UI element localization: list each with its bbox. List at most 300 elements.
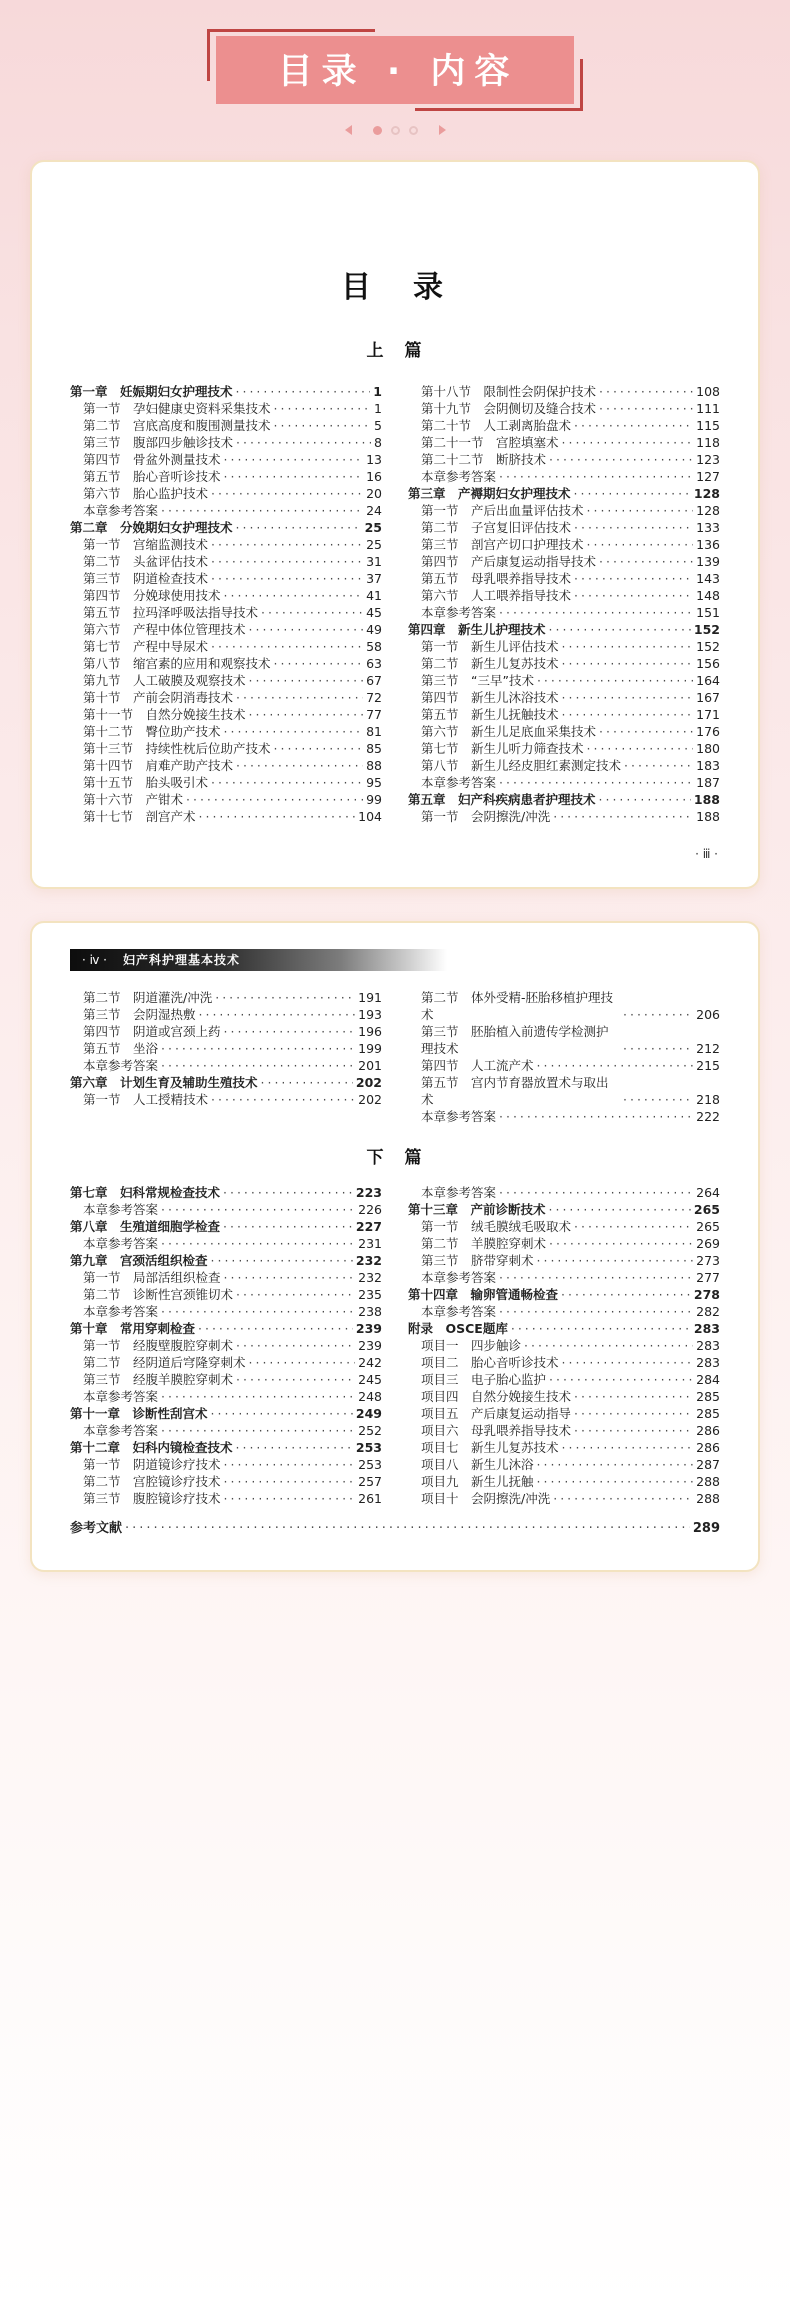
toc-entry-label: 第六节 胎心监护技术: [83, 486, 209, 501]
leader-dots: [249, 621, 364, 638]
toc-section-entry: [408, 383, 720, 400]
toc-entry-label: 第十七节 剖宫产术: [83, 809, 196, 824]
toc-answers-entry: [408, 468, 720, 485]
leader-dots: [211, 536, 363, 553]
toc-entry-label: 第十六节 产钳术: [83, 792, 184, 807]
toc-entry-label: 第四节 骨盆外测量技术: [83, 452, 221, 467]
toc-page-2: [30, 921, 760, 1572]
toc-entry-page: 218: [696, 1092, 720, 1107]
banner-container: [0, 0, 790, 104]
carousel-dot-active[interactable]: [373, 126, 382, 135]
toc-entry-label: 第六节 新生儿足底血采集技术: [421, 724, 597, 739]
toc-entry-label: 第三节 剖宫产切口护理技术: [421, 537, 584, 552]
toc-entry-page: 238: [358, 1304, 382, 1319]
toc-entry-label: 第二节 子宫复旧评估技术: [421, 520, 572, 535]
banner: [216, 36, 575, 104]
toc-column-right: [408, 989, 720, 1125]
leader-dots: [211, 1252, 353, 1269]
leader-dots: [537, 1456, 694, 1473]
toc-section-entry: [70, 723, 382, 740]
toc-entry-page: 235: [358, 1287, 382, 1302]
toc-column-right: [408, 383, 720, 825]
leader-dots: [574, 1405, 693, 1422]
toc-entry-label: 第一节 局部活组织检查: [83, 1270, 221, 1285]
toc-chapter-entry: [70, 1184, 382, 1201]
toc-section-entry: [70, 740, 382, 757]
toc-entry-page: 261: [358, 1491, 382, 1506]
toc-section-entry: [408, 989, 720, 1023]
toc-entry-page: 239: [358, 1338, 382, 1353]
toc-section-entry: [408, 451, 720, 468]
carousel-dot[interactable]: [391, 126, 400, 135]
toc-section-entry: [408, 723, 720, 740]
leader-dots: [161, 502, 363, 519]
toc-column-left: [70, 989, 382, 1125]
toc-entry-label: 第四节 人工流产术: [421, 1058, 534, 1073]
leader-dots: [499, 1303, 693, 1320]
toc-section-entry: [408, 740, 720, 757]
toc-entry-page: 257: [358, 1474, 382, 1489]
toc-answers-entry: [408, 774, 720, 791]
toc-columns: [70, 1184, 720, 1507]
toc-section-entry: [408, 689, 720, 706]
leader-dots: [549, 1201, 691, 1218]
toc-section-entry: [70, 468, 382, 485]
toc-entry-label: 项目七 新生儿复苏技术: [421, 1440, 559, 1455]
toc-entry-page: 232: [355, 1253, 382, 1268]
toc-entry-label: 项目三 电子胎心监护: [421, 1372, 547, 1387]
toc-entry-label: 第三节 经腹羊膜腔穿刺术: [83, 1372, 234, 1387]
toc-entry-page: 231: [358, 1236, 382, 1251]
toc-section-entry: [408, 400, 720, 417]
toc-entry-label: 第五节 拉玛泽呼吸法指导技术: [83, 605, 259, 620]
toc-entry-label: 第二节 宫腔镜诊疗技术: [83, 1474, 221, 1489]
toc-entry-label: 本章参考答案: [83, 1304, 159, 1319]
toc-entry-page: 253: [358, 1457, 382, 1472]
toc-entry-page: 152: [696, 639, 720, 654]
toc-section-entry: [408, 536, 720, 553]
toc-entry-label: 项目四 自然分娩接生技术: [421, 1389, 572, 1404]
toc-section-entry: [408, 1252, 720, 1269]
toc-section-entry: [408, 1371, 720, 1388]
toc-section-entry: [70, 1040, 382, 1057]
toc-entry-label: 第一节 绒毛膜绒毛吸取术: [421, 1219, 572, 1234]
toc-entry-label: 第十一章 诊断性刮宫术: [70, 1406, 208, 1421]
toc-section-entry: [408, 706, 720, 723]
toc-entry-page: 199: [358, 1041, 382, 1056]
toc-entry-label: 第四节 产后康复运动指导技术: [421, 554, 597, 569]
toc-section-entry: [70, 570, 382, 587]
toc-section-entry: [70, 536, 382, 553]
toc-entry-page: 41: [366, 588, 382, 603]
toc-section-entry: [70, 808, 382, 825]
leader-dots: [549, 451, 693, 468]
toc-entry-page: 85: [366, 741, 382, 756]
toc-section-entry: [70, 485, 382, 502]
toc-columns: [70, 989, 720, 1125]
toc-entry-page: 283: [696, 1355, 720, 1370]
toc-entry-label: 第三节 腹腔镜诊疗技术: [83, 1491, 221, 1506]
toc-entry-page: 188: [693, 792, 720, 807]
toc-section-entry: [408, 655, 720, 672]
toc-entry-page: 88: [366, 758, 382, 773]
toc-answers-entry: [70, 1422, 382, 1439]
leader-dots: [199, 808, 356, 825]
toc-entry-label: 第二十节 人工剥离胎盘术: [421, 418, 572, 433]
toc-chapter-entry: [70, 1320, 382, 1337]
toc-column-left: [70, 383, 382, 825]
toc-entry-label: 第十二节 臀位助产技术: [83, 724, 221, 739]
toc-entry-page: 148: [696, 588, 720, 603]
toc-entry-page: 202: [355, 1075, 382, 1090]
toc-entry-page: 108: [696, 384, 720, 399]
toc-entry-label: 第二章 分娩期妇女护理技术: [70, 520, 233, 535]
toc-entry-page: 278: [693, 1287, 720, 1302]
toc-entry-label: 第二节 新生儿复苏技术: [421, 656, 559, 671]
toc-section-entry: [408, 502, 720, 519]
toc-chapter-entry: [408, 621, 720, 638]
toc-section-entry: [408, 1218, 720, 1235]
leader-dots: [223, 1184, 353, 1201]
toc-entry-page: 191: [358, 990, 382, 1005]
leader-dots: [562, 706, 694, 723]
toc-section-entry: [70, 1354, 382, 1371]
toc-entry-page: 139: [696, 554, 720, 569]
toc-section-entry: [70, 400, 382, 417]
leader-dots: [161, 1388, 355, 1405]
leader-dots: [211, 774, 363, 791]
toc-section-entry: [408, 1490, 720, 1507]
toc-entry-label: 本章参考答案: [83, 1389, 159, 1404]
toc-entry-page: 24: [366, 503, 382, 518]
leader-dots: [599, 553, 693, 570]
leader-dots: [211, 485, 363, 502]
leader-dots: [587, 740, 694, 757]
toc-entry-page: 193: [358, 1007, 382, 1022]
leader-dots: [211, 638, 363, 655]
toc-entry-page: 202: [358, 1092, 382, 1107]
leader-dots: [223, 1218, 353, 1235]
toc-entry-label: 第十三章 产前诊断技术: [408, 1202, 546, 1217]
toc-section-entry: [70, 1371, 382, 1388]
toc-entry-page: 167: [696, 690, 720, 705]
part-title-lower: 下 篇: [366, 1148, 424, 1168]
toc-entry-page: 206: [696, 1007, 720, 1022]
toc-entry-page: 1: [374, 401, 382, 416]
toc-entry-page: 31: [366, 554, 382, 569]
toc-section-entry: [70, 1286, 382, 1303]
leader-dots: [562, 689, 694, 706]
leader-dots: [624, 757, 693, 774]
toc-entry-label: 第二节 诊断性宫颈锥切术: [83, 1287, 234, 1302]
toc-section-entry: [408, 1473, 720, 1490]
toc-entry-page: 104: [358, 809, 382, 824]
toc-answers-entry: [70, 1201, 382, 1218]
leader-dots: [211, 1091, 355, 1108]
leader-dots: [236, 689, 363, 706]
toc-entry-label: 第七节 新生儿听力筛查技术: [421, 741, 584, 756]
leader-dots: [125, 1519, 690, 1538]
toc-chapter-entry: [70, 1519, 720, 1538]
toc-entry-label: 第三节 会阴湿热敷: [83, 1007, 196, 1022]
leader-dots: [261, 1074, 353, 1091]
toc-entry-page: 63: [366, 656, 382, 671]
toc-entry-page: 136: [696, 537, 720, 552]
toc-section-entry: [70, 689, 382, 706]
leader-dots: [549, 1235, 693, 1252]
toc-entry-label: 第五节 新生儿抚触技术: [421, 707, 559, 722]
leader-dots: [574, 1218, 693, 1235]
toc-entry-page: 239: [355, 1321, 382, 1336]
toc-entry-page: 245: [358, 1372, 382, 1387]
toc-answers-entry: [70, 1057, 382, 1074]
toc-section-entry: [70, 706, 382, 723]
toc-column-right: [408, 1184, 720, 1507]
leader-dots: [224, 1269, 356, 1286]
toc-entry-label: 第十八节 限制性会阴保护技术: [421, 384, 597, 399]
toc-entry-page: 232: [358, 1270, 382, 1285]
leader-dots: [574, 519, 693, 536]
toc-entry-page: 286: [696, 1423, 720, 1438]
leader-dots: [211, 1405, 353, 1422]
toc-section-entry: [70, 1023, 382, 1040]
toc-chapter-entry: [408, 485, 720, 502]
toc-entry-label: 第十一节 自然分娩接生技术: [83, 707, 246, 722]
leader-dots: [499, 468, 693, 485]
toc-chapter-entry: [408, 1286, 720, 1303]
toc-section-entry: [408, 519, 720, 536]
leader-dots: [236, 383, 371, 400]
toc-entry-label: 第十二章 妇科内镜检查技术: [70, 1440, 233, 1455]
toc-entry-label: 第五节 母乳喂养指导技术: [421, 571, 572, 586]
leader-dots: [211, 570, 363, 587]
leader-dots: [574, 417, 693, 434]
toc-entry-page: 252: [358, 1423, 382, 1438]
toc-entry-page: 118: [696, 435, 720, 450]
toc-entry-label: 第二节 头盆评估技术: [83, 554, 209, 569]
toc-section-entry: [408, 434, 720, 451]
toc-columns: [70, 383, 720, 825]
toc-answers-entry: [408, 1184, 720, 1201]
leader-dots: [537, 1473, 694, 1490]
toc-entry-label: 第二节 体外受精-胚胎移植护理技术: [421, 990, 614, 1022]
toc-section-entry: [70, 1006, 382, 1023]
toc-chapter-entry: [70, 383, 382, 400]
toc-entry-label: 第三节 胚胎植入前遗传学检测护理技术: [421, 1024, 609, 1056]
carousel-prev-icon[interactable]: [345, 125, 352, 135]
leader-dots: [537, 672, 693, 689]
toc-entry-page: 25: [366, 537, 382, 552]
toc-section-entry: [70, 1337, 382, 1354]
toc-section-entry: [70, 638, 382, 655]
leader-dots: [249, 672, 364, 689]
toc-section-entry: [70, 774, 382, 791]
toc-answers-entry: [408, 1269, 720, 1286]
toc-entry-page: 128: [696, 503, 720, 518]
toc-answers-entry: [70, 1388, 382, 1405]
page-number: · ⅲ ·: [695, 847, 718, 861]
leader-dots: [186, 791, 363, 808]
leader-dots: [599, 723, 693, 740]
toc-entry-page: 215: [696, 1058, 720, 1073]
leader-dots: [236, 434, 371, 451]
toc-entry-label: 第八章 生殖道细胞学检查: [70, 1219, 221, 1234]
toc-entry-label: 第十五节 胎头吸引术: [83, 775, 209, 790]
leader-dots: [574, 570, 693, 587]
toc-entry-page: 269: [696, 1236, 720, 1251]
leader-dots: [562, 638, 694, 655]
toc-entry-page: 128: [693, 486, 720, 501]
toc-answers-entry: [408, 1108, 720, 1125]
toc-chapter-entry: [408, 1201, 720, 1218]
toc-entry-label: 参考文献: [70, 1521, 123, 1536]
leader-dots: [562, 1354, 694, 1371]
toc-section-entry: [70, 989, 382, 1006]
toc-entry-label: 第三节 脐带穿刺术: [421, 1253, 534, 1268]
toc-entry-label: 第三节 腹部四步触诊技术: [83, 435, 234, 450]
toc-entry-label: 第三节 阴道检查技术: [83, 571, 209, 586]
toc-entry-label: 第二节 经阴道后穹隆穿刺术: [83, 1355, 246, 1370]
toc-entry-label: 第八节 新生儿经皮胆红素测定技术: [421, 758, 622, 773]
leader-dots: [161, 1201, 355, 1218]
leader-dots: [236, 1439, 353, 1456]
toc-entry-page: 171: [696, 707, 720, 722]
toc-entry-page: 180: [696, 741, 720, 756]
leader-dots: [537, 1057, 694, 1074]
toc-entry-label: 项目二 胎心音听诊技术: [421, 1355, 559, 1370]
toc-entry-page: 8: [374, 435, 382, 450]
leader-dots: [562, 655, 694, 672]
toc-entry-page: 285: [696, 1406, 720, 1421]
toc-section-entry: [408, 417, 720, 434]
toc-section-entry: [408, 1235, 720, 1252]
toc-entry-label: 第五节 宫内节育器放置术与取出术: [421, 1075, 609, 1107]
toc-entry-label: 第十三节 持续性枕后位助产技术: [83, 741, 271, 756]
running-header-page: · ⅳ ·: [82, 953, 107, 967]
toc-entry-page: 13: [366, 452, 382, 467]
toc-entry-page: 284: [696, 1372, 720, 1387]
toc-title: 目 录: [341, 270, 449, 305]
toc-answers-entry: [408, 1303, 720, 1320]
toc-section-entry: [70, 1490, 382, 1507]
toc-section-entry: [408, 1057, 720, 1074]
toc-entry-page: 286: [696, 1440, 720, 1455]
toc-entry-page: 176: [696, 724, 720, 739]
toc-entry-label: 第一节 新生儿评估技术: [421, 639, 559, 654]
toc-section-entry: [70, 791, 382, 808]
carousel-next-icon[interactable]: [439, 125, 446, 135]
toc-entry-page: 212: [696, 1041, 720, 1056]
toc-section-entry: [408, 1456, 720, 1473]
leader-dots: [574, 1422, 693, 1439]
toc-entry-page: 5: [374, 418, 382, 433]
toc-entry-page: 111: [696, 401, 720, 416]
toc-entry-page: 283: [696, 1338, 720, 1353]
toc-section-entry: [70, 672, 382, 689]
toc-entry-label: 第五章 妇产科疾病患者护理技术: [408, 792, 596, 807]
toc-section-entry: [70, 757, 382, 774]
toc-section-entry: [70, 1473, 382, 1490]
toc-answers-entry: [70, 1235, 382, 1252]
leader-dots: [224, 468, 364, 485]
leader-dots: [499, 604, 693, 621]
toc-entry-label: 本章参考答案: [83, 1423, 159, 1438]
toc-entry-label: 第四节 阴道或宫颈上药: [83, 1024, 221, 1039]
toc-entry-label: 第十四章 输卵管通畅检查: [408, 1287, 559, 1302]
leader-dots: [224, 451, 364, 468]
toc-entry-label: 第一节 阴道镜诊疗技术: [83, 1457, 221, 1472]
toc-entry-label: 附录 OSCE题库: [408, 1321, 508, 1336]
running-header-title: 妇产科护理基本技术: [123, 953, 241, 967]
toc-section-entry: [70, 1269, 382, 1286]
toc-chapter-entry: [70, 519, 382, 536]
toc-entry-page: 273: [696, 1253, 720, 1268]
leader-dots: [211, 553, 363, 570]
toc-section-entry: [70, 417, 382, 434]
toc-entry-page: 127: [696, 469, 720, 484]
toc-entry-page: 20: [366, 486, 382, 501]
toc-entry-page: 81: [366, 724, 382, 739]
toc-entry-label: 第一节 产后出血量评估技术: [421, 503, 584, 518]
toc-entry-label: 项目六 母乳喂养指导技术: [421, 1423, 572, 1438]
toc-section-entry: [408, 808, 720, 825]
leader-dots: [574, 485, 691, 502]
toc-chapter-entry: [70, 1218, 382, 1235]
toc-entry-page: 45: [366, 605, 382, 620]
toc-entry-label: 第三章 产褥期妇女护理技术: [408, 486, 571, 501]
leader-dots: [236, 1337, 355, 1354]
toc-entry-label: 第二十二节 断脐技术: [421, 452, 547, 467]
toc-entry-label: 第四章 新生儿护理技术: [408, 622, 546, 637]
toc-entry-label: 第二节 阴道灌洗/冲洗: [83, 990, 213, 1005]
leader-dots: [224, 1473, 356, 1490]
leader-dots: [224, 723, 364, 740]
toc-section-entry: [70, 434, 382, 451]
toc-entry-label: 第四节 新生儿沐浴技术: [421, 690, 559, 705]
toc-entry-page: 277: [696, 1270, 720, 1285]
toc-section-entry: [70, 1456, 382, 1473]
toc-entry-page: 289: [692, 1521, 720, 1536]
toc-column-left: [70, 1184, 382, 1507]
toc-entry-label: 本章参考答案: [83, 503, 159, 518]
carousel-dot[interactable]: [409, 126, 418, 135]
leader-dots: [511, 1320, 691, 1337]
toc-entry-label: 第二节 羊膜腔穿刺术: [421, 1236, 547, 1251]
leader-dots: [623, 1040, 693, 1057]
toc-chapter-entry: [70, 1405, 382, 1422]
toc-entry-label: 本章参考答案: [83, 1202, 159, 1217]
leader-dots: [215, 989, 355, 1006]
toc-section-entry: [70, 553, 382, 570]
toc-entry-label: 第十节 产前会阴消毒技术: [83, 690, 234, 705]
toc-section-entry: [408, 757, 720, 774]
toc-entry-page: 115: [696, 418, 720, 433]
toc-entry-label: 第九章 宫颈活组织检查: [70, 1253, 208, 1268]
toc-section-entry: [408, 1422, 720, 1439]
toc-entry-page: 222: [696, 1109, 720, 1124]
leader-dots: [224, 1490, 356, 1507]
toc-entry-label: 第二十一节 宫腔填塞术: [421, 435, 559, 450]
leader-dots: [249, 1354, 356, 1371]
toc-entry-page: 164: [696, 673, 720, 688]
toc-entry-label: 第二节 宫底高度和腹围测量技术: [83, 418, 271, 433]
toc-entry-page: 123: [696, 452, 720, 467]
toc-entry-label: 第九节 人工破膜及观察技术: [83, 673, 246, 688]
toc-entry-page: 285: [696, 1389, 720, 1404]
leader-dots: [236, 757, 363, 774]
leader-dots: [599, 400, 693, 417]
leader-dots: [574, 587, 693, 604]
